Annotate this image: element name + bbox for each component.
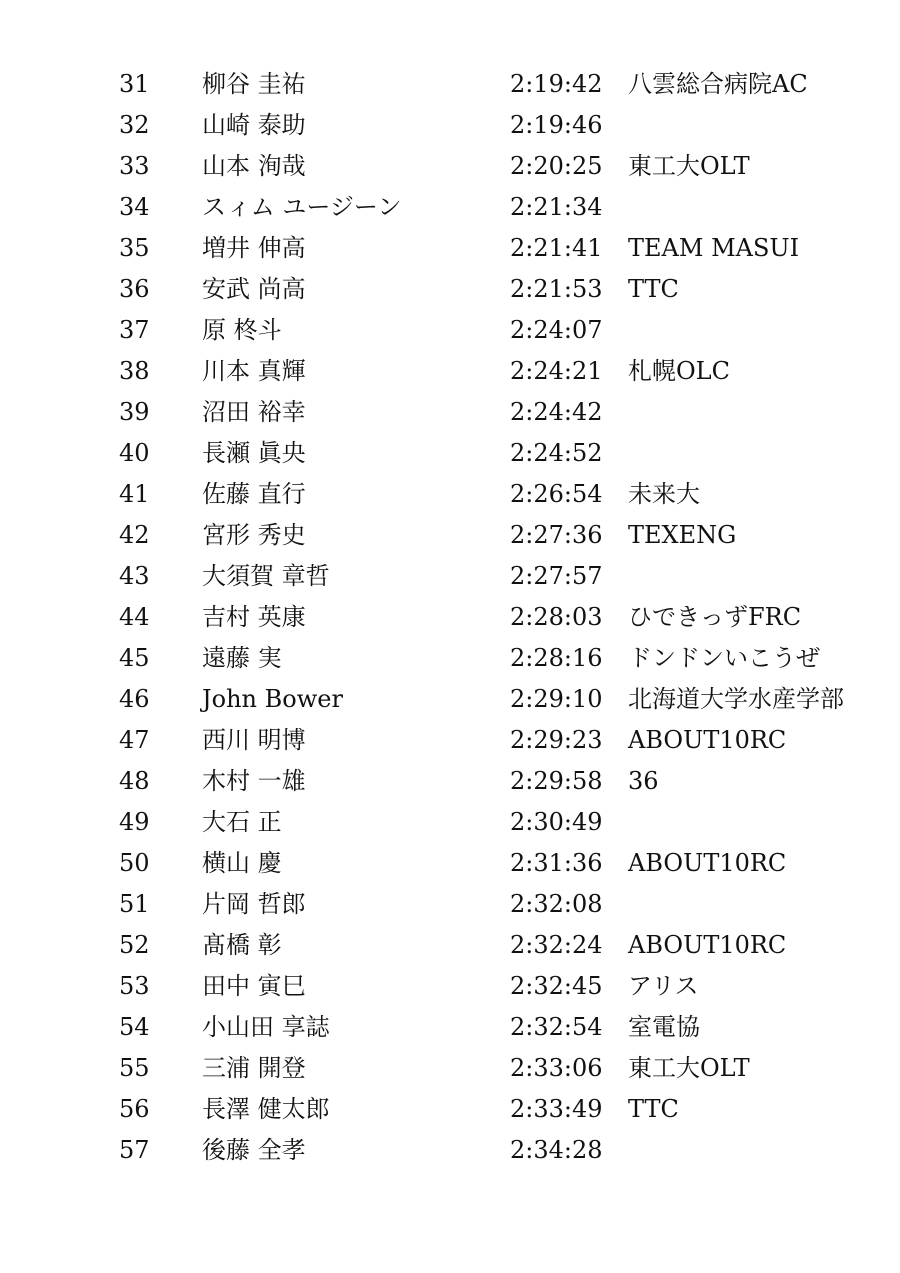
result-row (0, 228, 900, 269)
name-cell: 大須賀 章哲 (202, 562, 330, 590)
results-list (0, 64, 900, 1171)
club-cell: TEAM MASUI (628, 234, 800, 262)
rank-cell: 44 (119, 603, 150, 631)
rank-cell: 36 (119, 275, 150, 303)
time-cell: 2:32:24 (510, 931, 603, 959)
name-cell: 柳谷 圭祐 (202, 70, 306, 98)
time-cell: 2:21:41 (510, 234, 603, 262)
club-cell: ABOUT10RC (628, 726, 787, 754)
time-cell: 2:30:49 (510, 808, 603, 836)
result-row (0, 187, 900, 228)
club-cell: 八雲総合病院AC (628, 70, 808, 98)
name-cell: 川本 真輝 (202, 357, 306, 385)
result-row (0, 1089, 900, 1130)
time-cell: 2:33:06 (510, 1054, 603, 1082)
club-cell: TEXENG (628, 521, 737, 549)
time-cell: 2:32:54 (510, 1013, 603, 1041)
time-cell: 2:24:07 (510, 316, 603, 344)
result-row (0, 679, 900, 720)
rank-cell: 46 (119, 685, 150, 713)
name-cell: 山本 洵哉 (202, 152, 306, 180)
rank-cell: 43 (119, 562, 150, 590)
result-row (0, 1048, 900, 1089)
rank-cell: 39 (119, 398, 150, 426)
club-cell: TTC (628, 1095, 679, 1123)
time-cell: 2:24:21 (510, 357, 603, 385)
name-cell: 小山田 享誌 (202, 1013, 330, 1041)
name-cell: 佐藤 直行 (202, 480, 306, 508)
time-cell: 2:32:08 (510, 890, 603, 918)
club-cell: アリス (628, 972, 699, 1000)
name-cell: John Bower (202, 685, 343, 713)
time-cell: 2:33:49 (510, 1095, 603, 1123)
time-cell: 2:19:46 (510, 111, 603, 139)
rank-cell: 35 (119, 234, 150, 262)
time-cell: 2:19:42 (510, 70, 603, 98)
result-row (0, 351, 900, 392)
name-cell: 長澤 健太郎 (202, 1095, 330, 1123)
rank-cell: 50 (119, 849, 150, 877)
result-row (0, 966, 900, 1007)
rank-cell: 32 (119, 111, 150, 139)
result-row (0, 802, 900, 843)
rank-cell: 55 (119, 1054, 150, 1082)
name-cell: 髙橋 彰 (202, 931, 282, 959)
name-cell: スィム ユージーン (202, 193, 402, 221)
result-row (0, 105, 900, 146)
time-cell: 2:29:10 (510, 685, 603, 713)
time-cell: 2:31:36 (510, 849, 603, 877)
name-cell: 増井 伸高 (202, 234, 306, 262)
rank-cell: 38 (119, 357, 150, 385)
rank-cell: 42 (119, 521, 150, 549)
name-cell: 沼田 裕幸 (202, 398, 306, 426)
result-row (0, 474, 900, 515)
club-cell: 札幌OLC (628, 357, 730, 385)
result-row (0, 597, 900, 638)
time-cell: 2:29:58 (510, 767, 603, 795)
rank-cell: 51 (119, 890, 150, 918)
result-row (0, 638, 900, 679)
result-row (0, 884, 900, 925)
club-cell: ABOUT10RC (628, 931, 787, 959)
rank-cell: 48 (119, 767, 150, 795)
name-cell: 西川 明博 (202, 726, 306, 754)
result-row (0, 925, 900, 966)
rank-cell: 52 (119, 931, 150, 959)
time-cell: 2:28:16 (510, 644, 603, 672)
result-row (0, 64, 900, 105)
time-cell: 2:24:42 (510, 398, 603, 426)
rank-cell: 53 (119, 972, 150, 1000)
club-cell: 東工大OLT (628, 152, 750, 180)
result-row (0, 269, 900, 310)
result-row (0, 556, 900, 597)
name-cell: 木村 一雄 (202, 767, 306, 795)
name-cell: 遠藤 実 (202, 644, 282, 672)
rank-cell: 54 (119, 1013, 150, 1041)
result-row (0, 392, 900, 433)
rank-cell: 49 (119, 808, 150, 836)
name-cell: 吉村 英康 (202, 603, 306, 631)
time-cell: 2:20:25 (510, 152, 603, 180)
result-row (0, 310, 900, 351)
rank-cell: 31 (119, 70, 150, 98)
result-row (0, 1130, 900, 1171)
name-cell: 片岡 哲郎 (202, 890, 306, 918)
result-row (0, 761, 900, 802)
result-row (0, 146, 900, 187)
club-cell: 未来大 (628, 480, 700, 508)
rank-cell: 41 (119, 480, 150, 508)
time-cell: 2:26:54 (510, 480, 603, 508)
result-row (0, 515, 900, 556)
result-row (0, 433, 900, 474)
rank-cell: 57 (119, 1136, 150, 1164)
name-cell: 原 柊斗 (202, 316, 282, 344)
club-cell: 室電協 (628, 1013, 700, 1041)
time-cell: 2:24:52 (510, 439, 603, 467)
rank-cell: 47 (119, 726, 150, 754)
time-cell: 2:28:03 (510, 603, 603, 631)
club-cell: 北海道大学水産学部 (628, 685, 844, 713)
time-cell: 2:34:28 (510, 1136, 603, 1164)
name-cell: 後藤 全孝 (202, 1136, 306, 1164)
name-cell: 安武 尚高 (202, 275, 306, 303)
club-cell: 東工大OLT (628, 1054, 750, 1082)
name-cell: 大石 正 (202, 808, 282, 836)
rank-cell: 45 (119, 644, 150, 672)
time-cell: 2:21:53 (510, 275, 603, 303)
club-cell: ドンドンいこうぜ (628, 644, 820, 672)
time-cell: 2:27:57 (510, 562, 603, 590)
name-cell: 長瀬 眞央 (202, 439, 306, 467)
rank-cell: 37 (119, 316, 150, 344)
rank-cell: 40 (119, 439, 150, 467)
club-cell: ひできっずFRC (628, 603, 802, 631)
result-row (0, 843, 900, 884)
club-cell: TTC (628, 275, 679, 303)
name-cell: 山崎 泰助 (202, 111, 306, 139)
time-cell: 2:27:36 (510, 521, 603, 549)
name-cell: 田中 寅巳 (202, 972, 306, 1000)
rank-cell: 34 (119, 193, 150, 221)
time-cell: 2:29:23 (510, 726, 603, 754)
rank-cell: 33 (119, 152, 150, 180)
name-cell: 横山 慶 (202, 849, 282, 877)
rank-cell: 56 (119, 1095, 150, 1123)
name-cell: 三浦 開登 (202, 1054, 306, 1082)
result-row (0, 720, 900, 761)
club-cell: 36 (628, 767, 659, 795)
time-cell: 2:32:45 (510, 972, 603, 1000)
name-cell: 宮形 秀史 (202, 521, 306, 549)
club-cell: ABOUT10RC (628, 849, 787, 877)
time-cell: 2:21:34 (510, 193, 603, 221)
result-row (0, 1007, 900, 1048)
